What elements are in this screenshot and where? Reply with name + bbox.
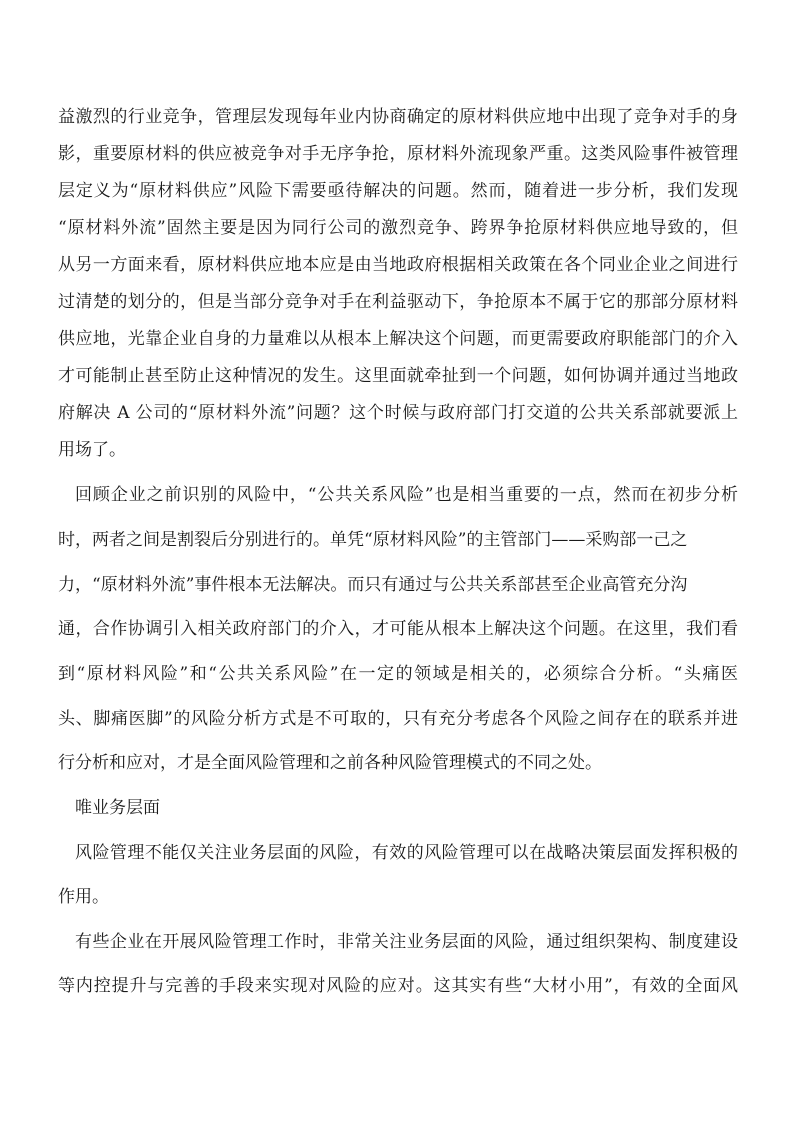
text-line: 益激烈的行业竞争，管理层发现每年业内协商确定的原材料供应地中出现了竞争对手的身 (58, 107, 738, 127)
text-line: 通，合作协调引入相关政府部门的介入，才可能从根本上解决这个问题。在这里，我们看 (58, 619, 738, 639)
text-line: 等内控提升与完善的手段来实现对风险的应对。这其实有些“大材小用”，有效的全面风 (58, 976, 738, 996)
text-line: 行分析和应对，才是全面风险管理和之前各种风险管理模式的不同之处。 (58, 753, 602, 773)
text-line: 才可能制止甚至防止这种情况的发生。这里面就牵扯到一个问题，如何协调并通过当地政 (58, 366, 738, 386)
text-line: 影，重要原材料的供应被竞争对手无序争抢，原材料外流现象严重。这类风险事件被管理 (58, 144, 738, 164)
text-line: 从另一方面来看，原材料供应地本应是由当地政府根据相关政策在各个同业企业之间进行 (58, 255, 738, 275)
text-line: 有些企业在开展风险管理工作时，非常关注业务层面的风险，通过组织架构、制度建设 (75, 932, 738, 952)
text-line: 力，“原材料外流”事件根本无法解决。而只有通过与公共关系部甚至企业高管充分沟 (58, 575, 688, 595)
text-line: 供应地，光靠企业自身的力量难以从根本上解决这个问题，而更需要政府职能部门的介入 (58, 329, 738, 349)
text-line: 作用。 (58, 887, 109, 907)
text-line: 到“原材料风险”和“公共关系风险”在一定的领域是相关的，必须综合分析。“头痛医 (58, 664, 738, 684)
text-line: “原材料外流”固然主要是因为同行公司的激烈竞争、跨界争抢原材料供应地导致的，但 (58, 218, 738, 238)
text-line: 过清楚的划分的，但是当部分竞争对手在利益驱动下，争抢原本不属于它的那部分原材料 (58, 292, 738, 312)
text-line: 回顾企业之前识别的风险中，“公共关系风险”也是相当重要的一点，然而在初步分析 (75, 485, 738, 505)
text-line: 风险管理不能仅关注业务层面的风险，有效的风险管理可以在战略决策层面发挥积极的 (75, 843, 738, 863)
text-line: 用场了。 (58, 440, 126, 460)
text-line: 府解决 A 公司的“原材料外流”问题？这个时候与政府部门打交道的公共关系部就要派上 (58, 403, 738, 423)
section-heading: 唯业务层面 (75, 798, 160, 818)
text-line: 时，两者之间是割裂后分别进行的。单凭“原材料风险”的主管部门——采购部一己之 (58, 530, 688, 550)
text-line: 头、脚痛医脚”的风险分析方式是不可取的，只有充分考虑各个风险之间存在的联系并进 (58, 709, 738, 729)
text-line: 层定义为“原材料供应”风险下需要亟待解决的问题。然而，随着进一步分析，我们发现 (58, 181, 738, 201)
